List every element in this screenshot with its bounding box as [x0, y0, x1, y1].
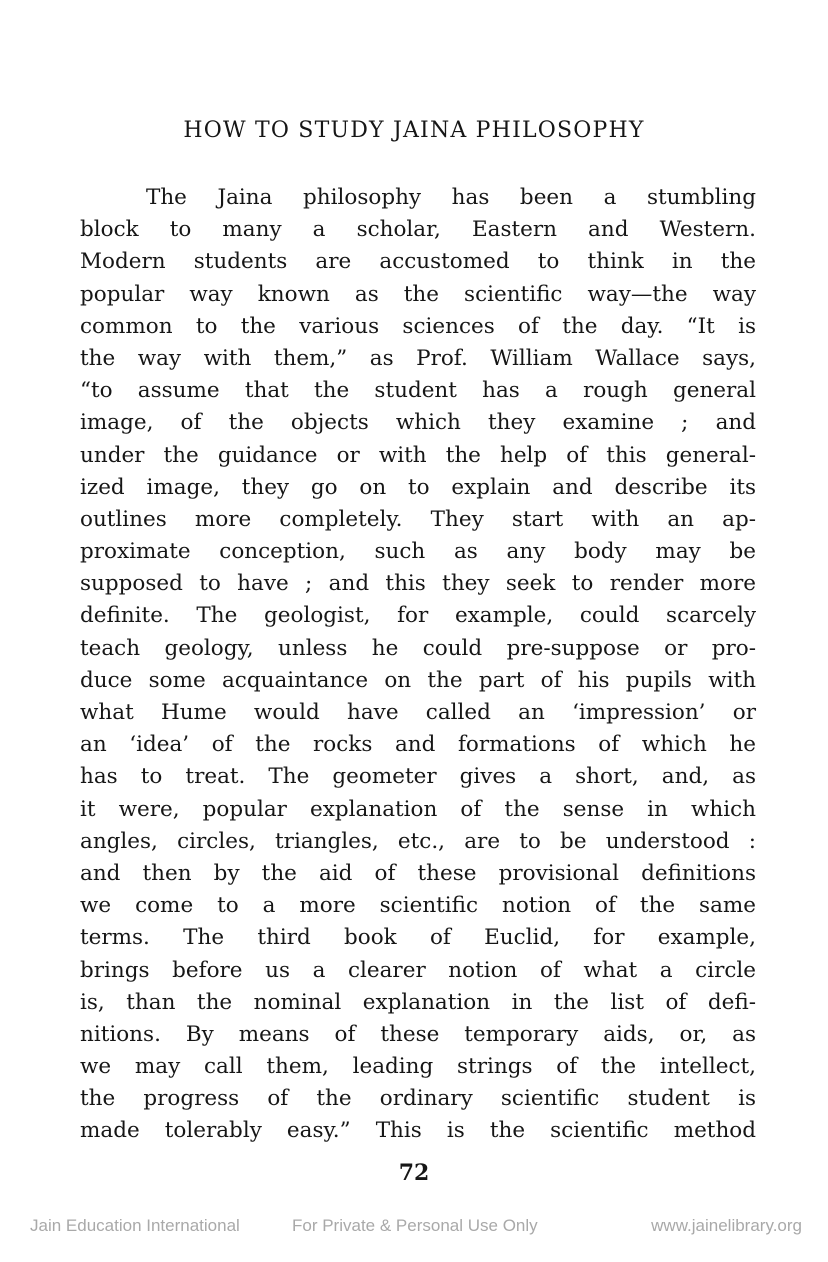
text-line: has to treat. The geometer gives a short, and, as — [80, 764, 756, 790]
text-line: definite. The geologist, for example, could scarcely — [80, 603, 756, 629]
footer-center-text: For Private & Personal Use Only — [292, 1216, 538, 1235]
text-line: Modern students are accustomed to think in the — [80, 249, 756, 275]
text-line: made tolerably easy.” This is the scientific method — [80, 1118, 756, 1144]
text-line: popular way known as the scientific way—the way — [80, 281, 756, 307]
text-line: the progress of the ordinary scientific student is — [80, 1086, 756, 1112]
text-line: ized image, they go on to explain and describe its — [80, 474, 756, 500]
text-line: angles, circles, triangles, etc., are to be understood : — [80, 828, 756, 854]
text-line: is, than the nominal explanation in the list of defi- — [80, 989, 756, 1015]
page-number: 72 — [398, 1160, 430, 1186]
text-line: we may call them, leading strings of the intellect, — [80, 1054, 756, 1080]
text-line: The Jaina philosophy has been a stumbling — [146, 185, 756, 210]
text-line: outlines more completely. They start with an ap- — [80, 506, 756, 532]
text-line: block to many a scholar, Eastern and Western. — [80, 217, 756, 243]
body-paragraph — [80, 182, 756, 1148]
text-line: supposed to have ; and this they seek to render more — [80, 571, 756, 597]
footer — [0, 1216, 828, 1240]
text-line: terms. The third book of Euclid, for example, — [80, 925, 756, 951]
text-line: “to assume that the student has a rough general — [80, 378, 756, 404]
text-line: what Hume would have called an ‘impression’ or — [80, 700, 756, 725]
footer-right-text: www.jainelibrary.org — [651, 1216, 802, 1235]
text-line: brings before us a clearer notion of what a circle — [80, 957, 756, 983]
text-line: and then by the aid of these provisional definitions — [80, 860, 756, 886]
running-head: HOW TO STUDY JAINA PHILOSOPHY — [183, 118, 645, 143]
text-line: image, of the objects which they examine ; and — [80, 410, 756, 436]
text-line: an ‘idea’ of the rocks and formations of which he — [80, 732, 756, 758]
text-line: common to the various sciences of the day. “It is — [80, 313, 756, 339]
text-line: duce some acquaintance on the part of his pupils with — [80, 667, 756, 693]
text-line: nitions. By means of these temporary aids, or, as — [80, 1021, 756, 1047]
text-line: we come to a more scientific notion of the same — [80, 893, 756, 919]
footer-left-text: Jain Education International — [30, 1216, 240, 1235]
text-line: teach geology, unless he could pre-suppose or pro- — [80, 635, 756, 661]
text-line: it were, popular explanation of the sense in which — [80, 796, 756, 822]
text-line: proximate conception, such as any body may be — [80, 539, 756, 565]
text-line: under the guidance or with the help of this general- — [80, 442, 756, 468]
text-line: the way with them,” as Prof. William Wallace says, — [80, 345, 756, 371]
